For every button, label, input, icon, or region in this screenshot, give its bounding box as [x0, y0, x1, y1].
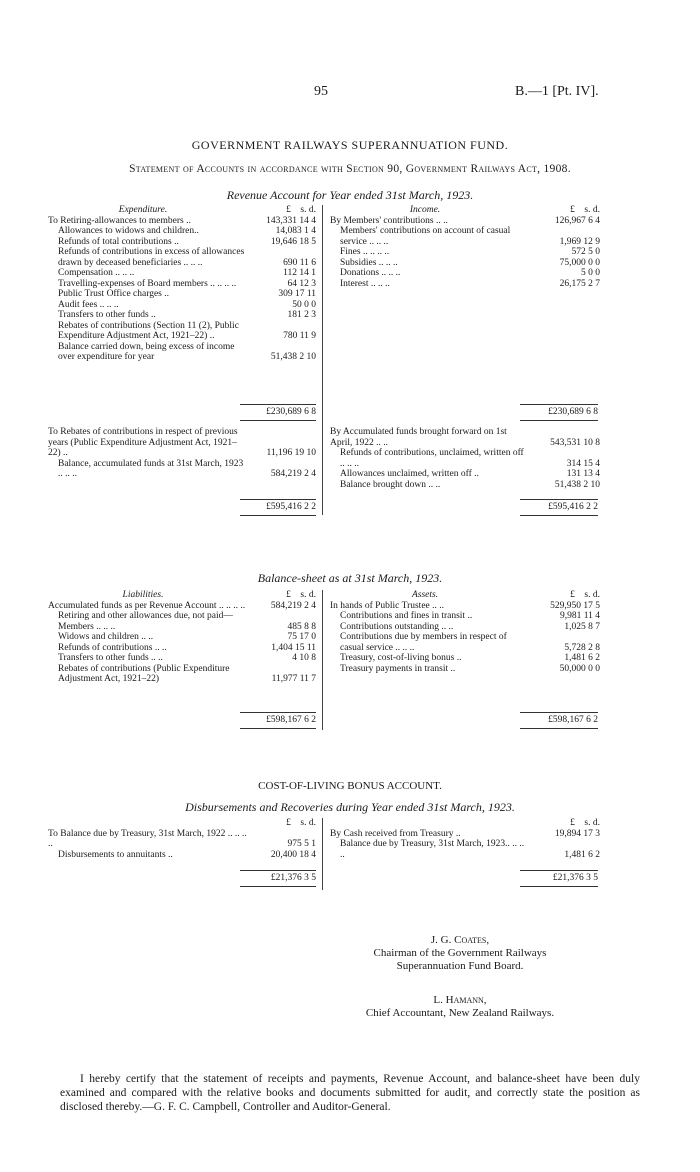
account-row	[48, 601, 316, 612]
account-row	[48, 643, 316, 654]
assets-section	[330, 590, 600, 674]
row-description: Refunds of contributions .. ..	[58, 642, 167, 653]
lower-left-total: £595,416 2 2	[266, 502, 316, 512]
row-description: Members' contributions on account of casual service .. .. ..	[340, 226, 511, 247]
row-amount	[248, 611, 316, 622]
signature-coates	[330, 934, 590, 973]
row-amount: 690 11 6	[283, 257, 316, 268]
account-row	[48, 611, 316, 622]
row-description: Treasury payments in transit ..	[340, 663, 456, 674]
row-amount: 314 15 4	[566, 458, 600, 469]
row-description: Retiring and other allowances due, not paid—	[58, 611, 233, 621]
signatory-title: Chairman of the Government Railways	[373, 947, 547, 959]
account-row	[48, 237, 316, 248]
row-amount: 584,219 2 4	[270, 469, 316, 479]
account-row	[330, 226, 600, 247]
row-amount: 11,977 11 7	[271, 674, 316, 684]
row-amount: 181 2 3	[287, 310, 316, 320]
row-amount: 4 10 8	[292, 653, 316, 663]
document-title: GOVERNMENT RAILWAYS SUPERANNUATION FUND.	[191, 138, 509, 152]
row-description: Treasury, cost-of-living bonus ..	[340, 653, 462, 663]
total-rule	[240, 712, 316, 713]
row-description: Balance brought down .. ..	[340, 479, 441, 490]
row-amount: 11,196 19 10	[266, 448, 316, 458]
row-description: Members .. .. ..	[58, 621, 116, 632]
liabilities-label: Liabilities.	[122, 590, 164, 600]
account-row	[48, 459, 316, 480]
account-row	[330, 611, 600, 622]
lsd-header: £ s. d.	[570, 205, 600, 215]
total-rule	[520, 886, 598, 887]
row-amount: 543,531 10 8	[550, 437, 600, 448]
document-subtitle: Statement of Accounts in accordance with Section 90, Government Railways Act, 1908.	[129, 163, 571, 175]
row-description: Transfers to other funds .. ..	[58, 653, 163, 663]
balance-heading: Balance-sheet as at 31st March, 1923.	[257, 571, 443, 585]
column-divider	[322, 590, 323, 730]
income-total: £230,689 6 8	[548, 407, 598, 417]
expenditure-label: Expenditure.	[118, 205, 168, 215]
signatory-name: L. Hamann,	[433, 994, 487, 1006]
column-divider	[322, 205, 323, 515]
account-row	[48, 321, 316, 342]
lsd-header: £ s. d.	[286, 818, 316, 828]
row-amount: 1,481 6 2	[564, 653, 600, 663]
row-amount: 14,083 1 4	[275, 226, 316, 236]
row-amount: 50 0 0	[292, 299, 316, 310]
account-row	[330, 622, 600, 633]
column-divider	[322, 818, 323, 890]
row-amount: 485 8 8	[287, 621, 316, 632]
row-description: To Balance due by Treasury, 31st March, 1922 .. .. .. ..	[48, 828, 247, 849]
row-amount: 1,025 8 7	[564, 621, 600, 632]
assets-label: Assets.	[411, 590, 439, 600]
row-amount: 26,175 2 7	[559, 278, 600, 289]
row-description: Allowances unclaimed, written off ..	[340, 469, 479, 479]
row-description: By Members' contributions .. ..	[330, 215, 448, 226]
row-description: By Cash received from Treasury ..	[330, 828, 461, 839]
total-rule	[240, 420, 316, 421]
account-row	[48, 653, 316, 664]
account-row	[48, 300, 316, 311]
row-description: Public Trust Office charges ..	[58, 289, 170, 299]
row-amount: 19,894 17 3	[554, 828, 600, 839]
page-number: 95	[314, 84, 328, 99]
row-description: Refunds of contributions in excess of allowances drawn by deceased beneficiaries .. .. ..	[58, 247, 245, 268]
row-description: Travelling-expenses of Board members .. .. .. ..	[58, 278, 237, 289]
row-amount: 19,646 18 5	[270, 236, 316, 247]
account-row	[48, 310, 316, 321]
row-description: Contributions due by members in respect of casual service .. .. ..	[340, 632, 507, 653]
lower-right-total: £595,416 2 2	[548, 502, 598, 512]
row-description: Balance due by Treasury, 31st March, 1923.. .. .. ..	[340, 839, 525, 860]
row-description: Compensation .. .. ..	[58, 268, 135, 278]
account-row	[48, 279, 316, 290]
bonus-heading: Disbursements and Recoveries during Year ended 31st March, 1923.	[185, 800, 515, 814]
row-amount: 112 14 1	[283, 268, 316, 278]
row-amount: 64 12 3	[287, 278, 316, 289]
account-row	[330, 480, 600, 491]
row-description: Contributions outstanding .. ..	[340, 621, 454, 632]
account-row	[48, 622, 316, 633]
document-reference: B.—1 [Pt. IV].	[515, 84, 599, 99]
row-description: Rebates of contributions (Public Expenditure Adjustment Act, 1921–22)	[58, 663, 230, 684]
row-description: In hands of Public Trustee .. ..	[330, 600, 444, 611]
row-amount: 572 5 0	[571, 247, 600, 257]
account-row	[330, 247, 600, 258]
account-row	[330, 632, 600, 653]
liabilities-section	[48, 590, 316, 685]
account-row	[330, 448, 600, 469]
account-row	[48, 632, 316, 643]
row-description: Transfers to other funds ..	[58, 310, 156, 320]
bonus-right-total: £21,376 3 5	[552, 873, 598, 883]
row-description: Contributions and fines in transit ..	[340, 611, 473, 621]
income-label: Income.	[409, 205, 441, 215]
lsd-header: £ s. d.	[570, 818, 600, 828]
row-amount: 51,438 2 10	[270, 352, 316, 362]
income-section	[330, 205, 600, 289]
lsd-header: £ s. d.	[570, 590, 600, 600]
row-amount: 75 17 0	[287, 632, 316, 642]
account-row	[48, 829, 316, 850]
total-rule	[520, 712, 598, 713]
total-rule	[240, 728, 316, 729]
row-amount: 5 0 0	[581, 268, 600, 278]
account-row	[48, 342, 316, 363]
row-description: Accumulated funds as per Revenue Account .. .. .. ..	[48, 600, 246, 611]
row-amount: 50,000 0 0	[559, 663, 600, 674]
lsd-header: £ s. d.	[286, 205, 316, 215]
account-row	[330, 279, 600, 290]
auditor-certificate: I hereby certify that the statement of receipts and payments, Revenue Account, and balance-sheet have been duly examined and compared with the relative books and documents submitted for audit, and correctly state the position as disclosed thereby.—G. F. C. Campbell, Controller and Auditor-General.	[60, 1073, 640, 1113]
account-row	[48, 664, 316, 685]
expenditure-total: £230,689 6 8	[266, 407, 316, 417]
total-rule	[520, 404, 598, 405]
total-rule	[240, 499, 316, 500]
row-amount: 75,000 0 0	[559, 257, 600, 268]
row-description: To Rebates of contributions in respect of previous years (Public Expenditure Adjustment Act, 1921–22) ..	[48, 427, 238, 458]
bonus-left-section	[48, 818, 316, 860]
row-amount: 1,969 12 9	[559, 236, 600, 247]
row-description: Refunds of total contributions ..	[58, 236, 179, 247]
signature-hamann	[330, 994, 590, 1020]
row-amount: 529,950 17 5	[550, 600, 600, 611]
bonus-left-total: £21,376 3 5	[270, 873, 316, 883]
row-amount: 5,728 2 8	[564, 642, 600, 653]
total-rule	[240, 404, 316, 405]
row-description: By Accumulated funds brought forward on 1st April, 1922 .. ..	[330, 427, 507, 448]
account-row	[330, 268, 600, 279]
row-description: Donations .. .. ..	[340, 268, 401, 278]
row-description: Disbursements to annuitants ..	[58, 849, 173, 860]
row-amount: 975 5 1	[287, 839, 316, 849]
row-description: Fines .. .. .. ..	[340, 247, 390, 257]
revenue-heading: Revenue Account for Year ended 31st March, 1923.	[226, 188, 474, 202]
row-amount: 51,438 2 10	[554, 479, 600, 490]
row-amount: 131 13 4	[566, 469, 600, 479]
row-amount: 309 17 11	[278, 289, 316, 299]
row-amount: 1,481 6 2	[564, 849, 600, 860]
row-amount: 9,981 11 4	[559, 611, 600, 621]
row-description: Balance, accumulated funds at 31st March, 1923 .. .. ..	[58, 458, 244, 479]
signatory-name: J. G. Coates,	[430, 934, 490, 946]
row-description: Refunds of contributions, unclaimed, written off .. .. ..	[340, 448, 524, 469]
row-description: To Retiring-allowances to members ..	[48, 215, 191, 226]
account-row	[330, 427, 600, 448]
total-rule	[520, 515, 598, 516]
assets-total: £598,167 6 2	[548, 715, 598, 725]
account-row	[330, 829, 600, 840]
row-description: Interest .. .. ..	[340, 278, 390, 289]
account-row	[48, 268, 316, 279]
account-row	[48, 850, 316, 861]
row-description: Widows and children .. ..	[58, 632, 154, 642]
lower-left-section	[48, 427, 316, 480]
row-description: Balance carried down, being excess of income over expenditure for year	[58, 341, 235, 362]
account-row	[48, 216, 316, 227]
row-amount: 1,404 15 11	[271, 642, 316, 653]
total-rule	[240, 870, 316, 871]
account-row	[48, 226, 316, 237]
signatory-title: Chief Accountant, New Zealand Railways.	[365, 1007, 555, 1019]
bonus-title: COST-OF-LIVING BONUS ACCOUNT.	[258, 780, 442, 792]
expenditure-section	[48, 205, 316, 363]
row-description: Subsidies .. .. ..	[340, 257, 398, 268]
total-rule	[240, 515, 316, 516]
lower-right-section	[330, 427, 600, 490]
row-description: Allowances to widows and children..	[58, 226, 199, 236]
account-row	[48, 427, 316, 459]
total-rule	[520, 728, 598, 729]
account-row	[48, 289, 316, 300]
lsd-header: £ s. d.	[286, 590, 316, 600]
total-rule	[520, 870, 598, 871]
account-row	[330, 839, 600, 860]
total-rule	[520, 420, 598, 421]
row-amount: 584,219 2 4	[270, 600, 316, 611]
liabilities-total: £598,167 6 2	[266, 715, 316, 725]
account-row	[330, 601, 600, 612]
row-amount: 20,400 18 4	[270, 849, 316, 860]
account-row	[330, 469, 600, 480]
signatory-title: Superannuation Fund Board.	[396, 960, 524, 972]
row-description: Audit fees .. .. ..	[58, 299, 119, 310]
account-row	[330, 653, 600, 664]
account-row	[330, 258, 600, 269]
total-rule	[240, 886, 316, 887]
account-row	[330, 216, 600, 227]
bonus-right-section	[330, 818, 600, 860]
account-row	[48, 247, 316, 268]
account-row	[330, 664, 600, 675]
row-amount: 126,967 6 4	[554, 215, 600, 226]
row-amount: 780 11 9	[283, 331, 316, 341]
row-amount: 143,331 14 4	[266, 215, 316, 226]
total-rule	[520, 499, 598, 500]
row-description: Rebates of contributions (Section 11 (2), Public Expenditure Adjustment Act, 1921–22) ..	[58, 320, 239, 341]
